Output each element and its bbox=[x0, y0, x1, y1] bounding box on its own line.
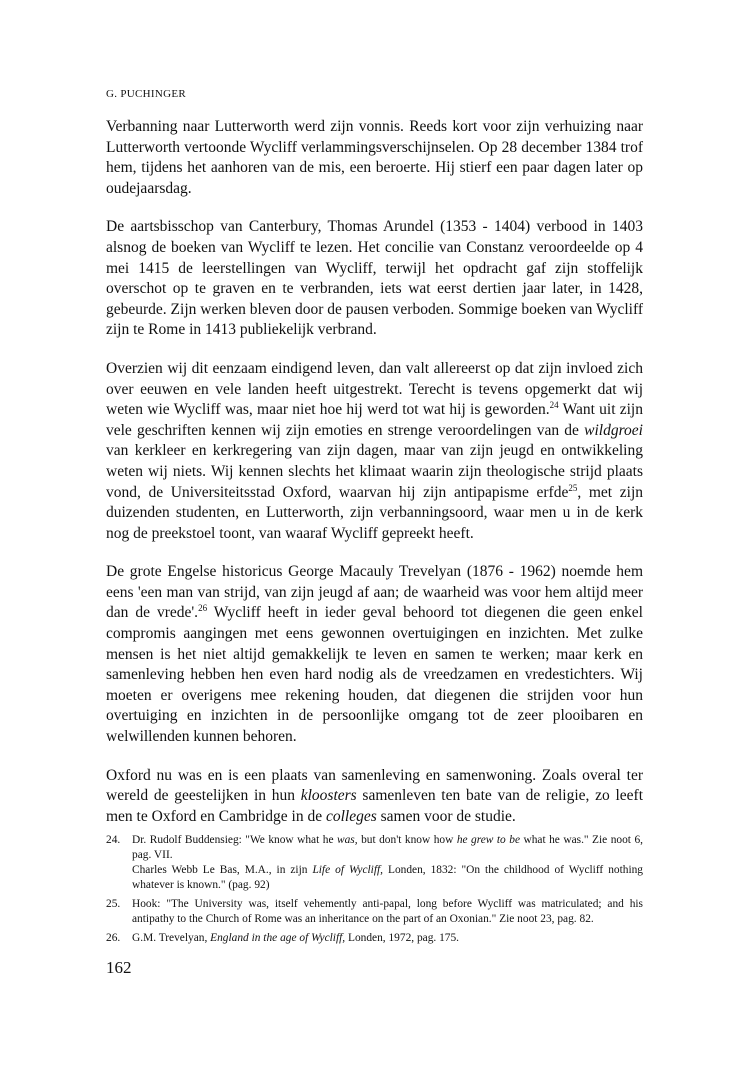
footnote-text bbox=[132, 931, 643, 946]
paragraph-text: Verbanning naar Lutterworth werd zijn vonnis. Reeds kort voor zijn verhuizing naar Lutterworth vertoonde Wycliff verlammingsverschijnselen. Op 28 december 1384 trof hem, tijdens het aanhoren van de mis, een beroerte. Hij stierf een paar dagen later op oudejaarsdag. bbox=[106, 118, 643, 197]
italic-term: colleges bbox=[325, 807, 377, 825]
paragraph-3 bbox=[106, 359, 643, 544]
footnote-fragment: Dr. Rudolf Buddensieg: "We know what he bbox=[132, 834, 337, 846]
page-number: 162 bbox=[106, 958, 132, 977]
footnote-fragment: Charles Webb Le Bas, M.A., in zijn bbox=[132, 864, 313, 876]
footnote-number: 26. bbox=[106, 932, 121, 944]
footnote-fragment: Londen, 1832: "On the childhood of Wycliff nothing whatever is known." (pag. 92) bbox=[132, 864, 644, 891]
paragraph-text: , met zijn duizenden studenten, en Lutterworth, zijn verbanningsoord, waar men u in de kerk nog de preekstoel toont, van waaraf Wycliff gepreekt heeft. bbox=[106, 483, 643, 542]
italic-term: kloosters bbox=[300, 787, 357, 805]
footnote-italic: Life of Wycliff, bbox=[312, 864, 384, 876]
footnote-25 bbox=[106, 897, 643, 927]
italic-term: wildgroei bbox=[584, 421, 643, 439]
footnote-italic: England in the age of Wycliff, bbox=[210, 932, 346, 944]
paragraph-text: Oxford nu was en is een plaats van samenleving en samenwoning. Zoals overal ter wereld de geestelijken in hun bbox=[106, 766, 643, 805]
running-head: G. PUCHINGER bbox=[106, 88, 186, 100]
footnote-italic: was, bbox=[337, 834, 358, 846]
footnote-italic: he grew to be bbox=[456, 834, 520, 846]
footnote-number: 24. bbox=[106, 834, 121, 846]
footnote-number: 25. bbox=[106, 898, 121, 910]
footnote-24 bbox=[106, 833, 643, 893]
footnote-fragment: what he was." Zie noot 6, pag. VII. bbox=[132, 834, 644, 861]
paragraph-text: De aartsbisschop van Canterbury, Thomas Arundel (1353 - 1404) verbood in 1403 alsnog de boeken van Wycliff te lezen. Het concilie van Constanz veroordeelde op 4 mei 1415 de leerstellingen van Wycliff, terwijl het opdracht gaf zijn stoffelijk overschot op te graven en te verbranden, iets wat eerst dertien jaar later, in 1428, gebeurde. Zijn werken bleven door de pausen verboden. Sommige boeken van Wycliff zijn te Rome in 1413 publiekelijk verbrand. bbox=[106, 218, 643, 339]
paragraph-text: samen voor de studie. bbox=[376, 807, 516, 825]
body-text bbox=[106, 117, 643, 845]
paragraph-1 bbox=[106, 117, 643, 199]
paragraph-text: De grote Engelse historicus George Macauly Trevelyan (1876 - 1962) noemde hem eens 'een man van strijd, van zijn jeugd af aan; de waarheid was voor hem altijd meer dan de vrede'. bbox=[106, 563, 643, 622]
footnote-fragment: G.M. Trevelyan, bbox=[132, 932, 211, 944]
paragraph-text: Overzien wij dit eenzaam eindigend leven, dan valt allereerst op dat zijn invloed zich over eeuwen en vele landen heeft uitgestrekt. Terecht is tevens opgemerkt dat wij weten wie Wycliff was, maar niet hoe hij werd tot wat hij is geworden. bbox=[106, 359, 643, 419]
footnote-26 bbox=[106, 931, 643, 946]
footnote-text: Hook: "The University was, itself vehemently anti-papal, long before Wycliff was matriculated; and his antipathy to the Church of Rome was an inheritance on the part of an Oxonian." Zie noot 23, pag. 82. bbox=[132, 898, 643, 925]
paragraph-5 bbox=[106, 766, 643, 828]
paragraph-2 bbox=[106, 217, 643, 341]
footnotes bbox=[106, 833, 643, 950]
footnote-ref-25: 25 bbox=[568, 482, 578, 493]
footnote-ref-26: 26 bbox=[198, 603, 208, 614]
footnote-fragment: Londen, 1972, pag. 175. bbox=[345, 932, 460, 944]
paragraph-text: Wycliff heeft in ieder geval behoord tot diegenen die geen enkel compromis aangingen met eens gewonnen overtuigingen en inzichten. Met zulke mensen is het niet altijd gemakkelijk te leven en samen te werken; maar kerk en samenleving hebben hen even hard nodig als de vreedzamen en vredestichters. Wij moeten er overigens mee rekening houden, dat diegenen die strijden voor hun overtuiging en inzichten in de persoonlijke omgang tot de zeer plooibaren en welwillenden kunnen behoren. bbox=[106, 604, 643, 746]
paragraph-text: van kerkleer en kerkregering van zijn dagen, maar van zijn jeugd en ontwikkeling weten wij niets. Wij kennen slechts het klimaat waarin zijn theologische strijd plaats vond, de Universiteitsstad Oxford, waarvan hij zijn antipapisme erfde bbox=[106, 442, 643, 501]
footnote-fragment: but don't know how bbox=[357, 834, 457, 846]
paragraph-text: samenleven ten bate van de religie, zo leeft men te Oxford en Cambridge in de bbox=[106, 787, 643, 825]
paragraph-text: Want uit zijn vele geschriften kennen wij zijn emoties en strenge veroordelingen van de bbox=[106, 401, 643, 439]
paragraph-4 bbox=[106, 562, 643, 747]
footnote-ref-24: 24 bbox=[549, 399, 559, 410]
footnote-text bbox=[132, 833, 643, 893]
